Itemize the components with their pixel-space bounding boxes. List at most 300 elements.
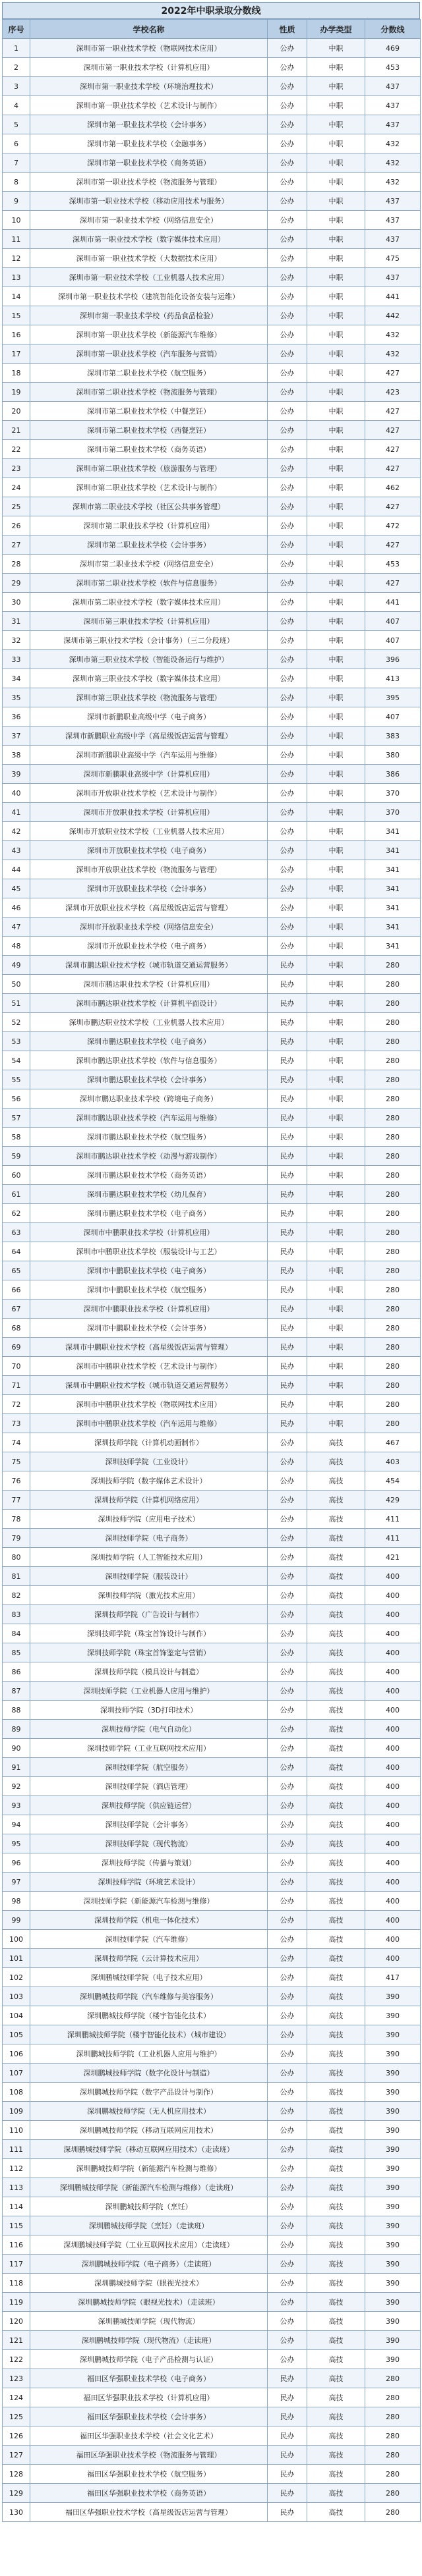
- cell-score: 417: [365, 1968, 421, 1987]
- cell-type: 中职: [307, 784, 365, 803]
- cell-index: 42: [3, 822, 30, 841]
- cell-score: 390: [365, 2350, 421, 2369]
- table-row: [3, 784, 421, 803]
- cell-index: 25: [3, 497, 30, 516]
- table-row: [3, 421, 421, 440]
- cell-nature: 公办: [268, 726, 307, 746]
- cell-score: 437: [365, 96, 421, 115]
- table-row: [3, 2293, 421, 2312]
- cell-score: 400: [365, 1949, 421, 1968]
- cell-index: 82: [3, 1586, 30, 1605]
- cell-type: 中职: [307, 535, 365, 555]
- cell-score: 280: [365, 1032, 421, 1051]
- cell-school: 深圳市第一职业技术学校（新能源汽车维修）: [30, 325, 268, 344]
- cell-school: 深圳技师学院（电气自动化）: [30, 1720, 268, 1739]
- cell-index: 127: [3, 2446, 30, 2465]
- table-row: [3, 746, 421, 765]
- cell-nature: 公办: [268, 860, 307, 879]
- cell-nature: 民办: [268, 1376, 307, 1395]
- cell-nature: 公办: [268, 1510, 307, 1529]
- cell-score: 400: [365, 1873, 421, 1892]
- cell-index: 71: [3, 1376, 30, 1395]
- cell-type: 中职: [307, 898, 365, 918]
- cell-index: 36: [3, 707, 30, 726]
- cell-score: 400: [365, 1662, 421, 1682]
- cell-nature: 公办: [268, 1720, 307, 1739]
- table-row: [3, 2274, 421, 2293]
- cell-school: 深圳市新鹏职业高级中学（电子商务）: [30, 707, 268, 726]
- cell-score: 280: [365, 1414, 421, 1433]
- cell-score: 390: [365, 2178, 421, 2197]
- cell-score: 442: [365, 306, 421, 325]
- table-row: [3, 612, 421, 631]
- cell-nature: 公办: [268, 1624, 307, 1643]
- cell-nature: 民办: [268, 994, 307, 1013]
- cell-type: 高技: [307, 2407, 365, 2426]
- cell-score: 432: [365, 344, 421, 364]
- table-row: [3, 803, 421, 822]
- cell-index: 101: [3, 1949, 30, 1968]
- table-row: [3, 1433, 421, 1452]
- cell-type: 中职: [307, 1280, 365, 1300]
- cell-score: 437: [365, 268, 421, 287]
- cell-nature: 公办: [268, 1911, 307, 1930]
- cell-school: 深圳市鹏达职业技术学校（电子商务）: [30, 1032, 268, 1051]
- cell-school: 深圳技师学院（汽车维修）: [30, 1930, 268, 1949]
- cell-index: 94: [3, 1815, 30, 1834]
- cell-school: 福田区华强职业技术学校（高星级饭店运营与管理）: [30, 2503, 268, 2522]
- cell-index: 46: [3, 898, 30, 918]
- cell-type: 高技: [307, 1471, 365, 1491]
- cell-type: 高技: [307, 1701, 365, 1720]
- table-row: [3, 860, 421, 879]
- table-row: [3, 1892, 421, 1911]
- cell-school: 深圳市中鹏职业技术学校（计算机应用）: [30, 1300, 268, 1319]
- cell-index: 61: [3, 1185, 30, 1204]
- cell-school: 深圳技师学院（云计算技术应用）: [30, 1949, 268, 1968]
- cell-type: 中职: [307, 497, 365, 516]
- cell-index: 12: [3, 249, 30, 268]
- cell-index: 74: [3, 1433, 30, 1452]
- cell-score: 280: [365, 2407, 421, 2426]
- table-row: [3, 879, 421, 898]
- cell-type: 中职: [307, 1223, 365, 1242]
- cell-nature: 公办: [268, 2140, 307, 2159]
- cell-type: 高技: [307, 2064, 365, 2083]
- cell-index: 7: [3, 153, 30, 173]
- cell-index: 87: [3, 1682, 30, 1701]
- cell-type: 高技: [307, 1548, 365, 1567]
- cell-index: 81: [3, 1567, 30, 1586]
- cell-score: 341: [365, 822, 421, 841]
- cell-type: 高技: [307, 1739, 365, 1758]
- cell-nature: 公办: [268, 1949, 307, 1968]
- cell-score: 341: [365, 937, 421, 956]
- table-row: [3, 707, 421, 726]
- cell-score: 280: [365, 1013, 421, 1032]
- col-header-nature: 性质: [268, 20, 307, 39]
- table-row: [3, 2216, 421, 2235]
- cell-nature: 公办: [268, 1548, 307, 1567]
- cell-school: 深圳市鹏达职业技术学校（幼儿保育）: [30, 1185, 268, 1204]
- cell-score: 390: [365, 2216, 421, 2235]
- cell-nature: 公办: [268, 1433, 307, 1452]
- cell-type: 中职: [307, 612, 365, 631]
- cell-score: 280: [365, 1109, 421, 1128]
- cell-type: 中职: [307, 440, 365, 459]
- table-row: [3, 1968, 421, 1987]
- cell-index: 33: [3, 650, 30, 669]
- cell-score: 390: [365, 2064, 421, 2083]
- cell-type: 高技: [307, 1510, 365, 1529]
- cell-score: 341: [365, 898, 421, 918]
- cell-nature: 民办: [268, 1089, 307, 1109]
- cell-score: 400: [365, 1739, 421, 1758]
- table-row: [3, 2006, 421, 2025]
- cell-nature: 公办: [268, 1586, 307, 1605]
- cell-school: 深圳技师学院（珠宝首饰设计与制作）: [30, 1624, 268, 1643]
- cell-score: 427: [365, 364, 421, 383]
- table-row: [3, 1166, 421, 1185]
- cell-nature: 公办: [268, 440, 307, 459]
- cell-type: 中职: [307, 459, 365, 478]
- cell-school: 深圳市第一职业技术学校（网络信息安全）: [30, 211, 268, 230]
- cell-nature: 民办: [268, 1166, 307, 1185]
- cell-score: 280: [365, 1319, 421, 1338]
- cell-index: 16: [3, 325, 30, 344]
- cell-index: 13: [3, 268, 30, 287]
- cell-score: 429: [365, 1491, 421, 1510]
- cell-index: 3: [3, 77, 30, 96]
- cell-nature: 公办: [268, 631, 307, 650]
- cell-score: 432: [365, 325, 421, 344]
- cell-type: 中职: [307, 1414, 365, 1433]
- table-row: [3, 325, 421, 344]
- cell-index: 98: [3, 1892, 30, 1911]
- cell-type: 高技: [307, 2178, 365, 2197]
- cell-school: 深圳市鹏达职业技术学校（电子商务）: [30, 1204, 268, 1223]
- cell-type: 高技: [307, 2197, 365, 2216]
- cell-score: 280: [365, 2369, 421, 2388]
- cell-nature: 公办: [268, 2312, 307, 2331]
- cell-nature: 公办: [268, 2331, 307, 2350]
- cell-nature: 公办: [268, 478, 307, 497]
- cell-index: 120: [3, 2312, 30, 2331]
- cell-type: 高技: [307, 1491, 365, 1510]
- cell-type: 高技: [307, 2006, 365, 2025]
- cell-nature: 民办: [268, 2369, 307, 2388]
- cell-type: 高技: [307, 2465, 365, 2484]
- cell-score: 280: [365, 1070, 421, 1089]
- cell-school: 深圳鹏城技师学院（楼宇智能化技术）: [30, 2006, 268, 2025]
- cell-type: 高技: [307, 2255, 365, 2274]
- cell-school: 深圳鹏城技师学院（新能源汽车检测与维修）: [30, 2159, 268, 2178]
- cell-nature: 民办: [268, 2503, 307, 2522]
- cell-school: 深圳技师学院（数字媒体艺术设计）: [30, 1471, 268, 1491]
- cell-index: 124: [3, 2388, 30, 2407]
- table-row: [3, 1873, 421, 1892]
- cell-index: 10: [3, 211, 30, 230]
- cell-type: 中职: [307, 173, 365, 192]
- table-row: [3, 287, 421, 306]
- table-row: [3, 1109, 421, 1128]
- cell-school: 深圳鹏城技师学院（新能源汽车检测与维修）（走读班）: [30, 2178, 268, 2197]
- cell-score: 280: [365, 1376, 421, 1395]
- cell-type: 中职: [307, 650, 365, 669]
- cell-type: 高技: [307, 2312, 365, 2331]
- cell-score: 280: [365, 2426, 421, 2446]
- cell-index: 121: [3, 2331, 30, 2350]
- table-row: [3, 2388, 421, 2407]
- cell-school: 深圳市鹏达职业技术学校（动漫与游戏制作）: [30, 1147, 268, 1166]
- table-row: [3, 822, 421, 841]
- cell-nature: 公办: [268, 2293, 307, 2312]
- col-header-index: 序号: [3, 20, 30, 39]
- cell-type: 高技: [307, 2044, 365, 2064]
- cell-school: 深圳市开放职业技术学校（艺术设计与制作）: [30, 784, 268, 803]
- cell-score: 432: [365, 173, 421, 192]
- table-row: [3, 1471, 421, 1491]
- table-row: [3, 688, 421, 707]
- cell-type: 中职: [307, 1032, 365, 1051]
- table-row: [3, 2197, 421, 2216]
- cell-nature: 公办: [268, 784, 307, 803]
- cell-nature: 民办: [268, 2465, 307, 2484]
- cell-type: 中职: [307, 879, 365, 898]
- cell-score: 427: [365, 440, 421, 459]
- cell-school: 深圳市第二职业技术学校（网络信息安全）: [30, 555, 268, 574]
- table-row: [3, 1051, 421, 1070]
- cell-score: 400: [365, 1720, 421, 1739]
- cell-school: 深圳鹏城技师学院（眼视光技术）: [30, 2274, 268, 2293]
- cell-nature: 公办: [268, 1987, 307, 2006]
- cell-type: 高技: [307, 1433, 365, 1452]
- table-row: [3, 96, 421, 115]
- cell-school: 深圳市中鹏职业技术学校（会计事务）: [30, 1319, 268, 1338]
- cell-type: 中职: [307, 115, 365, 134]
- cell-score: 400: [365, 1930, 421, 1949]
- cell-type: 中职: [307, 803, 365, 822]
- cell-type: 中职: [307, 192, 365, 211]
- cell-school: 深圳鹏城技师学院（汽车维修与美容服务）: [30, 1987, 268, 2006]
- cell-score: 390: [365, 2274, 421, 2293]
- table-row: [3, 249, 421, 268]
- cell-type: 高技: [307, 2446, 365, 2465]
- cell-score: 280: [365, 2388, 421, 2407]
- cell-school: 深圳市新鹏职业高级中学（计算机应用）: [30, 765, 268, 784]
- table-row: [3, 2407, 421, 2426]
- table-row: [3, 1491, 421, 1510]
- cell-score: 341: [365, 918, 421, 937]
- cell-index: 5: [3, 115, 30, 134]
- cell-type: 中职: [307, 822, 365, 841]
- cell-index: 14: [3, 287, 30, 306]
- table-row: [3, 1223, 421, 1242]
- cell-index: 30: [3, 593, 30, 612]
- cell-school: 深圳市鹏达职业技术学校（跨境电子商务）: [30, 1089, 268, 1109]
- cell-school: 深圳市开放职业技术学校（电子商务）: [30, 937, 268, 956]
- cell-school: 深圳鹏城技师学院（数字产品设计与制作）: [30, 2083, 268, 2102]
- cell-index: 126: [3, 2426, 30, 2446]
- cell-index: 115: [3, 2216, 30, 2235]
- cell-school: 福田区华强职业技术学校（计算机应用）: [30, 2388, 268, 2407]
- table-row: [3, 1013, 421, 1032]
- table-row: [3, 2484, 421, 2503]
- cell-school: 深圳市第三职业技术学校（计算机应用）: [30, 612, 268, 631]
- cell-school: 深圳技师学院（电子商务）: [30, 1529, 268, 1548]
- cell-school: 深圳技师学院（航空服务）: [30, 1758, 268, 1777]
- cell-school: 深圳市开放职业技术学校（高星级饭店运营与管理）: [30, 898, 268, 918]
- table-row: [3, 115, 421, 134]
- cell-school: 深圳鹏城技师学院（电子产品检测与认证）: [30, 2350, 268, 2369]
- table-row: [3, 2178, 421, 2197]
- cell-score: 413: [365, 669, 421, 688]
- cell-school: 深圳市第二职业技术学校（物流服务与管理）: [30, 383, 268, 402]
- table-row: [3, 1853, 421, 1873]
- cell-school: 深圳市新鹏职业高级中学（高星级饭店运营与管理）: [30, 726, 268, 746]
- cell-score: 341: [365, 841, 421, 860]
- cell-type: 中职: [307, 1204, 365, 1223]
- cell-score: 370: [365, 803, 421, 822]
- cell-score: 395: [365, 688, 421, 707]
- cell-school: 深圳市新鹏职业高级中学（汽车运用与维修）: [30, 746, 268, 765]
- cell-score: 400: [365, 1892, 421, 1911]
- cell-school: 深圳市中鹏职业技术学校（航空服务）: [30, 1280, 268, 1300]
- cell-nature: 民办: [268, 2388, 307, 2407]
- cell-index: 70: [3, 1357, 30, 1376]
- cell-school: 深圳技师学院（传播与策划）: [30, 1853, 268, 1873]
- table-row: [3, 1452, 421, 1471]
- cell-index: 117: [3, 2255, 30, 2274]
- cell-type: 中职: [307, 153, 365, 173]
- table-row: [3, 1987, 421, 2006]
- cell-nature: 民办: [268, 1338, 307, 1357]
- cell-type: 高技: [307, 1834, 365, 1853]
- cell-score: 407: [365, 612, 421, 631]
- table-row: [3, 1586, 421, 1605]
- cell-type: 高技: [307, 1777, 365, 1796]
- cell-score: 280: [365, 2503, 421, 2522]
- cell-nature: 公办: [268, 1873, 307, 1892]
- cell-index: 102: [3, 1968, 30, 1987]
- cell-score: 280: [365, 2446, 421, 2465]
- cell-type: 高技: [307, 2350, 365, 2369]
- table-row: [3, 1395, 421, 1414]
- cell-index: 111: [3, 2140, 30, 2159]
- cell-nature: 民办: [268, 2426, 307, 2446]
- table-row: [3, 1682, 421, 1701]
- cell-index: 17: [3, 344, 30, 364]
- cell-type: 高技: [307, 1911, 365, 1930]
- cell-nature: 公办: [268, 1968, 307, 1987]
- cell-type: 中职: [307, 306, 365, 325]
- cell-nature: 公办: [268, 325, 307, 344]
- cell-school: 深圳技师学院（应用电子技术）: [30, 1510, 268, 1529]
- table-row: [3, 39, 421, 58]
- cell-nature: 公办: [268, 822, 307, 841]
- cell-nature: 公办: [268, 803, 307, 822]
- cell-score: 411: [365, 1529, 421, 1548]
- cell-school: 深圳市中鹏职业技术学校（服装设计与工艺）: [30, 1242, 268, 1261]
- cell-index: 112: [3, 2159, 30, 2178]
- cell-type: 高技: [307, 1529, 365, 1548]
- cell-type: 中职: [307, 39, 365, 58]
- cell-type: 中职: [307, 1395, 365, 1414]
- cell-nature: 公办: [268, 58, 307, 77]
- cell-score: 390: [365, 2044, 421, 2064]
- cell-index: 104: [3, 2006, 30, 2025]
- cell-index: 118: [3, 2274, 30, 2293]
- cell-score: 390: [365, 2159, 421, 2178]
- cell-nature: 公办: [268, 39, 307, 58]
- cell-school: 深圳市第二职业技术学校（中餐烹饪）: [30, 402, 268, 421]
- cell-index: 125: [3, 2407, 30, 2426]
- cell-type: 中职: [307, 1089, 365, 1109]
- table-row: [3, 1643, 421, 1662]
- cell-type: 中职: [307, 593, 365, 612]
- table-row: [3, 1662, 421, 1682]
- table-row: [3, 1204, 421, 1223]
- cell-index: 45: [3, 879, 30, 898]
- cell-school: 深圳市鹏达职业技术学校（汽车运用与维修）: [30, 1109, 268, 1128]
- cell-school: 深圳鹏城技师学院（现代物流）: [30, 2312, 268, 2331]
- table-row: [3, 402, 421, 421]
- cell-type: 中职: [307, 956, 365, 975]
- cell-index: 80: [3, 1548, 30, 1567]
- cell-index: 85: [3, 1643, 30, 1662]
- cell-score: 400: [365, 1815, 421, 1834]
- cell-index: 64: [3, 1242, 30, 1261]
- cell-nature: 公办: [268, 1892, 307, 1911]
- cell-nature: 公办: [268, 1853, 307, 1873]
- cell-school: 深圳市第一职业技术学校（工业机器人技术应用）: [30, 268, 268, 287]
- cell-index: 15: [3, 306, 30, 325]
- cell-school: 深圳技师学院（工业设计）: [30, 1452, 268, 1471]
- cell-type: 中职: [307, 1147, 365, 1166]
- cell-nature: 公办: [268, 2083, 307, 2102]
- cell-type: 中职: [307, 402, 365, 421]
- cell-nature: 民办: [268, 1185, 307, 1204]
- table-row: [3, 478, 421, 497]
- table-row: [3, 153, 421, 173]
- cell-nature: 公办: [268, 1567, 307, 1586]
- cell-score: 400: [365, 1605, 421, 1624]
- cell-nature: 民办: [268, 1261, 307, 1280]
- cell-type: 高技: [307, 2503, 365, 2522]
- header-row: [3, 20, 421, 39]
- cell-index: 114: [3, 2197, 30, 2216]
- table-row: [3, 1701, 421, 1720]
- cell-index: 83: [3, 1605, 30, 1624]
- cell-nature: 公办: [268, 2025, 307, 2044]
- cell-index: 103: [3, 1987, 30, 2006]
- cell-school: 深圳市第三职业技术学校（数字媒体技术应用）: [30, 669, 268, 688]
- cell-nature: 公办: [268, 2216, 307, 2235]
- cell-nature: 公办: [268, 192, 307, 211]
- cell-index: 32: [3, 631, 30, 650]
- cell-score: 400: [365, 1758, 421, 1777]
- table-title: 2022年中职录取分数线: [2, 2, 420, 19]
- cell-score: 411: [365, 1510, 421, 1529]
- cell-index: 44: [3, 860, 30, 879]
- cell-type: 高技: [307, 2025, 365, 2044]
- cell-nature: 民办: [268, 2407, 307, 2426]
- cell-index: 11: [3, 230, 30, 249]
- table-row: [3, 1147, 421, 1166]
- cell-type: 中职: [307, 134, 365, 153]
- cell-type: 中职: [307, 383, 365, 402]
- cell-score: 390: [365, 2006, 421, 2025]
